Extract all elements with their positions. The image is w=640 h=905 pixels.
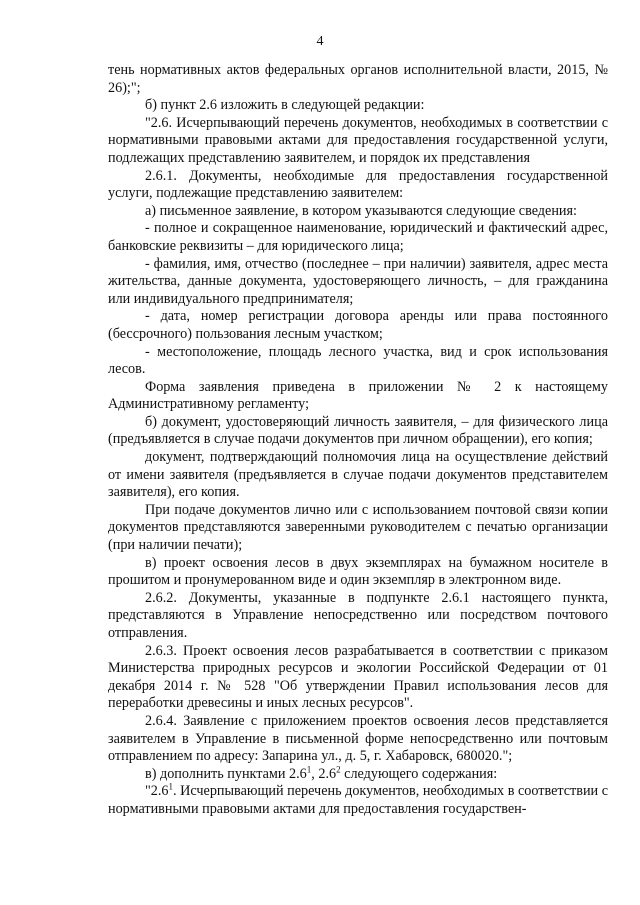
- paragraph: Форма заявления приведена в приложении № 2 к настоящему Административному регламенту;: [108, 378, 608, 413]
- superscript: 1: [168, 781, 174, 792]
- paragraph: [108, 783, 608, 818]
- superscript: 1: [306, 764, 312, 775]
- superscript: 2: [336, 764, 341, 775]
- paragraph: При подаче документов лично или с использованием почтовой связи копии документов представляются заверенными руководителем с печатью организации (при наличии печати);: [108, 501, 608, 554]
- text-run: "2.6: [145, 783, 169, 800]
- list-item: - дата, номер регистрации договора аренды или права постоянного (бессрочного) пользования лесным участком;: [108, 308, 608, 342]
- list-item: - фамилия, имя, отчество (последнее – при наличии) заявителя, адрес места жительства, данные документа, удостоверяющего личность, – для гражданина или индивидуального предпринимателя;: [108, 255, 608, 307]
- paragraph: 2.6.1. Документы, необходимые для предоставления государственной услуги, подлежащие представлению заявителем:: [108, 167, 608, 202]
- text-run: , 2.6: [311, 765, 337, 782]
- text-run: . Исчерпывающий перечень документов, необходимых в соответствии с нормативными правовыми актами для предоставления государствен-: [108, 783, 608, 817]
- paragraph: тень нормативных актов федеральных органов исполнительной власти, 2015, № 26);";: [108, 62, 608, 96]
- paragraph: а) письменное заявление, в котором указываются следующие сведения:: [145, 202, 577, 219]
- section-heading: "2.6. Исчерпывающий перечень документов, необходимых в соответствии с нормативными правовыми актами для предоставления государственной услуги, подлежащих представлению заявителем, и порядок их представления: [108, 114, 608, 166]
- paragraph: 2.6.2. Документы, указанные в подпункте 2.6.1 настоящего пункта, представляются в Управление непосредственно или посредством почтового отправления.: [108, 589, 608, 641]
- paragraph: б) пункт 2.6 изложить в следующей редакции:: [145, 97, 425, 114]
- paragraph: 2.6.4. Заявление с приложением проектов освоения лесов представляется заявителем в Управление в письменной форме непосредственно или почтовым отправлением по адресу: Запарина ул., д. 5, г. Хабаровск, 680020.";: [108, 712, 608, 765]
- document-body: [108, 62, 608, 819]
- list-item: - полное и сокращенное наименование, юридический и фактический адрес, банковские реквизиты – для юридического лица;: [108, 220, 608, 254]
- text-run: следующего содержания:: [340, 765, 498, 782]
- paragraph: [108, 766, 608, 784]
- paragraph: в) проект освоения лесов в двух экземплярах на бумажном носителе в прошитом и пронумерованном виде и один экземпляр в электронном виде.: [108, 554, 608, 589]
- text-run: в) дополнить пунктами 2.6: [145, 765, 307, 782]
- paragraph: документ, подтверждающий полномочия лица на осуществление действий от имени заявителя (предъявляется в случае подачи документов представителем заявителя), его копия.: [108, 449, 608, 501]
- paragraph: б) документ, удостоверяющий личность заявителя, – для физического лица (предъявляется в случае подачи документов при личном обращении), его копия;: [108, 413, 608, 448]
- page-number: 4: [316, 34, 324, 49]
- list-item: - местоположение, площадь лесного участка, вид и срок использования лесов.: [108, 343, 608, 378]
- paragraph: 2.6.3. Проект освоения лесов разрабатывается в соответствии с приказом Министерства природных ресурсов и экологии Российской Федерации от 01 декабря 2014 г. № 528 "Об утверждении Правил использования лесов для переработки древесины и иных лесных ресурсов".: [108, 642, 608, 712]
